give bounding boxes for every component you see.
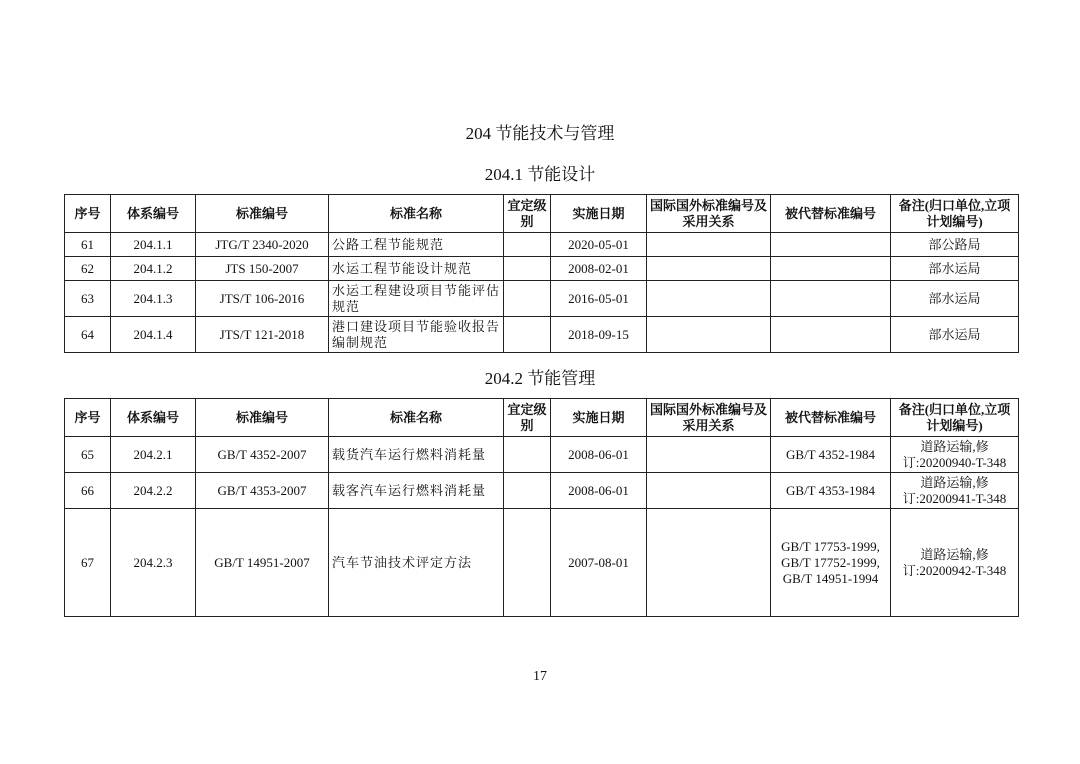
cell-intl-std: [647, 509, 771, 617]
header-remarks: 备注(归口单位,立项计划编号): [891, 195, 1019, 233]
header-intl-std: 国际国外标准编号及采用关系: [647, 195, 771, 233]
cell-intl-std: [647, 473, 771, 509]
cell-level: [504, 437, 551, 473]
cell-std-name: 载客汽车运行燃料消耗量: [329, 473, 504, 509]
header-replaced: 被代替标准编号: [771, 399, 891, 437]
header-level: 宜定级别: [504, 399, 551, 437]
cell-system-code: 204.1.1: [111, 233, 196, 257]
cell-replaced: GB/T 17753-1999, GB/T 17752-1999, GB/T 14951-1994: [771, 509, 891, 617]
cell-remarks: 道路运输,修订:20200940-T-348: [891, 437, 1019, 473]
cell-seq: 66: [65, 473, 111, 509]
header-seq: 序号: [65, 399, 111, 437]
cell-std-name: 汽车节油技术评定方法: [329, 509, 504, 617]
standards-table-energy-design: [64, 194, 1019, 353]
table-header-row: [65, 399, 1019, 437]
table-row: [65, 257, 1019, 281]
page-number: 17: [533, 669, 547, 684]
table-row: [65, 437, 1019, 473]
cell-std-code: GB/T 4353-2007: [196, 473, 329, 509]
cell-std-code: GB/T 4352-2007: [196, 437, 329, 473]
header-seq: 序号: [65, 195, 111, 233]
table-row: [65, 233, 1019, 257]
cell-system-code: 204.1.4: [111, 317, 196, 353]
cell-remarks: 部水运局: [891, 317, 1019, 353]
cell-level: [504, 317, 551, 353]
cell-replaced: [771, 233, 891, 257]
cell-impl-date: 2008-02-01: [551, 257, 647, 281]
cell-level: [504, 281, 551, 317]
table-header-row: [65, 195, 1019, 233]
cell-replaced: [771, 257, 891, 281]
header-level: 宜定级别: [504, 195, 551, 233]
header-std-code: 标准编号: [196, 399, 329, 437]
cell-replaced: GB/T 4352-1984: [771, 437, 891, 473]
cell-remarks: 部水运局: [891, 257, 1019, 281]
cell-std-name: 港口建设项目节能验收报告编制规范: [329, 317, 504, 353]
header-std-name: 标准名称: [329, 399, 504, 437]
table-row: [65, 473, 1019, 509]
cell-level: [504, 509, 551, 617]
cell-replaced: [771, 281, 891, 317]
cell-system-code: 204.1.3: [111, 281, 196, 317]
cell-std-name: 水运工程节能设计规范: [329, 257, 504, 281]
cell-intl-std: [647, 281, 771, 317]
header-std-code: 标准编号: [196, 195, 329, 233]
cell-remarks: 部公路局: [891, 233, 1019, 257]
header-system-code: 体系编号: [111, 195, 196, 233]
section-title-energy-design: 204.1 节能设计: [484, 165, 596, 184]
header-remarks: 备注(归口单位,立项计划编号): [891, 399, 1019, 437]
cell-level: [504, 257, 551, 281]
cell-system-code: 204.1.2: [111, 257, 196, 281]
cell-std-name: 载货汽车运行燃料消耗量: [329, 437, 504, 473]
cell-remarks: 道路运输,修订:20200941-T-348: [891, 473, 1019, 509]
cell-std-name: 公路工程节能规范: [329, 233, 504, 257]
cell-seq: 63: [65, 281, 111, 317]
cell-impl-date: 2020-05-01: [551, 233, 647, 257]
cell-remarks: 部水运局: [891, 281, 1019, 317]
header-intl-std: 国际国外标准编号及采用关系: [647, 399, 771, 437]
cell-replaced: GB/T 4353-1984: [771, 473, 891, 509]
cell-std-code: JTG/T 2340-2020: [196, 233, 329, 257]
cell-level: [504, 473, 551, 509]
header-impl-date: 实施日期: [551, 195, 647, 233]
cell-system-code: 204.2.2: [111, 473, 196, 509]
cell-replaced: [771, 317, 891, 353]
cell-intl-std: [647, 437, 771, 473]
cell-std-code: JTS/T 121-2018: [196, 317, 329, 353]
header-impl-date: 实施日期: [551, 399, 647, 437]
cell-system-code: 204.2.3: [111, 509, 196, 617]
page-title: 204 节能技术与管理: [465, 124, 615, 143]
cell-impl-date: 2007-08-01: [551, 509, 647, 617]
standards-table-energy-management: [64, 398, 1019, 617]
cell-impl-date: 2008-06-01: [551, 437, 647, 473]
cell-std-code: JTS/T 106-2016: [196, 281, 329, 317]
cell-impl-date: 2016-05-01: [551, 281, 647, 317]
cell-impl-date: 2008-06-01: [551, 473, 647, 509]
header-std-name: 标准名称: [329, 195, 504, 233]
cell-intl-std: [647, 257, 771, 281]
table-row: [65, 281, 1019, 317]
table-row: [65, 509, 1019, 617]
header-system-code: 体系编号: [111, 399, 196, 437]
cell-std-code: JTS 150-2007: [196, 257, 329, 281]
cell-std-name: 水运工程建设项目节能评估规范: [329, 281, 504, 317]
cell-seq: 62: [65, 257, 111, 281]
cell-level: [504, 233, 551, 257]
cell-std-code: GB/T 14951-2007: [196, 509, 329, 617]
cell-system-code: 204.2.1: [111, 437, 196, 473]
cell-seq: 61: [65, 233, 111, 257]
cell-seq: 65: [65, 437, 111, 473]
table-row: [65, 317, 1019, 353]
cell-seq: 67: [65, 509, 111, 617]
cell-intl-std: [647, 233, 771, 257]
cell-impl-date: 2018-09-15: [551, 317, 647, 353]
header-replaced: 被代替标准编号: [771, 195, 891, 233]
cell-remarks: 道路运输,修订:20200942-T-348: [891, 509, 1019, 617]
section-title-energy-management: 204.2 节能管理: [484, 369, 596, 388]
cell-seq: 64: [65, 317, 111, 353]
cell-intl-std: [647, 317, 771, 353]
